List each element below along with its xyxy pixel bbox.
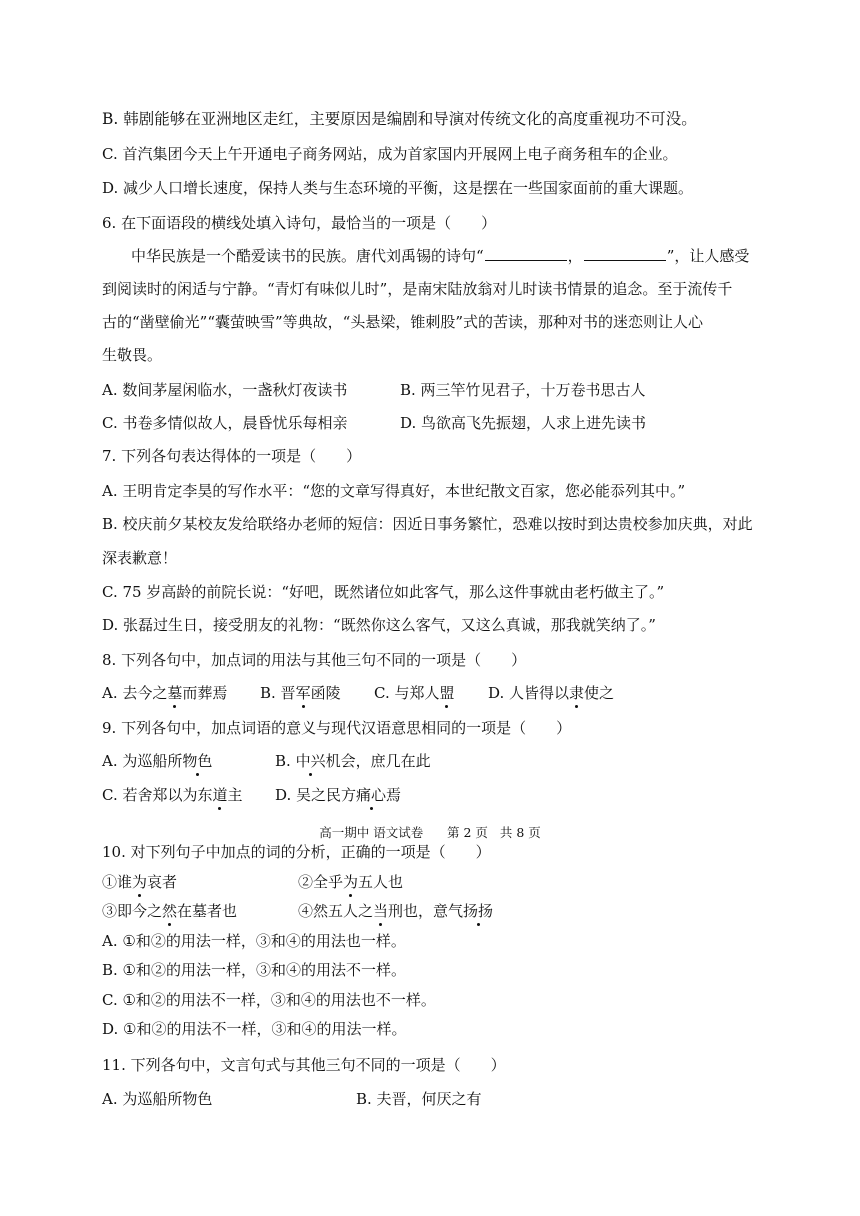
q11-stem: 11. 下列各句中，文言句式与其他三句不同的一项是（ ） — [102, 1056, 506, 1074]
q9-option-b — [275, 751, 431, 771]
q8-a-text: A. 去今之 — [102, 684, 168, 702]
q8-option-c — [374, 683, 455, 703]
q10-item-text: ①谁 — [102, 873, 133, 891]
q8-option-d — [488, 683, 614, 703]
q10-option-d: D. ①和②的用法不一样，③和④的用法一样。 — [102, 1020, 407, 1038]
q10-item-text: ④然五人之 — [298, 902, 374, 920]
q6-paragraph-line-3: 古的“凿壁偷光”“囊萤映雪”等典故，“头悬梁，锥刺股”式的苦读，那种对书的迷恋则让人心 — [102, 313, 704, 331]
emphasis-dot-word: 隶 — [569, 684, 585, 702]
q9-c-text: C. 若舍郑以为 — [102, 786, 198, 804]
q10-item-text: 五人也 — [358, 873, 404, 891]
q9-a-text: A. 为巡船所 — [102, 752, 183, 770]
q8-c-text: C. 与郑人 — [374, 684, 440, 702]
emphasis-dot-word: 为 — [343, 873, 359, 891]
q6-option-a: A. 数间茅屋闲临水，一盏秋灯夜读书 — [102, 381, 348, 399]
q10-item-text: ③即今之 — [102, 902, 163, 920]
q10-item-text: 在墓者也 — [177, 902, 238, 920]
q7-option-a: A. 王明肯定李昊的写作水平：“您的文章写得真好，本世纪散文百家，您必能忝列其中。” — [102, 482, 686, 500]
q8-option-a — [102, 683, 227, 703]
q10-item-text: ②全乎 — [298, 873, 344, 891]
q10-option-a: A. ①和②的用法一样，③和④的用法也一样。 — [102, 932, 406, 950]
q9-d-text: 焉 — [386, 786, 402, 804]
q9-option-a — [102, 751, 212, 771]
q6-paragraph-line-2: 到阅读时的闲适与宁静。“青灯有味似儿时”，是南宋陆放翁对儿时读书情景的追念。至于流传千 — [102, 280, 733, 298]
emphasis-dot-word: 东道主 — [197, 786, 243, 804]
q8-option-b — [260, 683, 341, 703]
q6-stem: 6. 在下面语段的横线处填入诗句，最恰当的一项是（ ） — [102, 214, 497, 232]
q10-option-c: C. ①和②的用法不一样，③和④的用法也不一样。 — [102, 991, 436, 1009]
q8-d-text: 使之 — [584, 684, 615, 702]
q6-paragraph-line-4: 生敬畏。 — [102, 346, 163, 364]
emphasis-dot-word: 扬扬 — [463, 902, 494, 920]
fill-blank — [584, 246, 666, 261]
q6-option-d: D. 鸟欲高飞先振翅，人求上进先读书 — [400, 414, 647, 432]
page-footer: 高一期中 语文试卷 第 2 页 共 8 页 — [319, 825, 541, 840]
q11-option-b: B. 夫晋，何厌之有 — [356, 1090, 482, 1108]
q9-b-text: B. — [275, 752, 296, 770]
q7-option-b-line-1: B. 校庆前夕某校友发给联络办老师的短信：因近日事务繁忙，恐难以按时到达贵校参加庆典，对此 — [102, 515, 753, 533]
q6-text: ”，让人感受 — [666, 247, 750, 265]
q6-paragraph-line-1 — [131, 246, 749, 266]
q10-item-text: 哀者 — [147, 873, 178, 891]
q5-option-b: B. 韩剧能够在亚洲地区走红，主要原因是编剧和导演对传统文化的高度重视功不可没。 — [102, 110, 697, 128]
emphasis-dot-word: 物色 — [182, 752, 213, 770]
q6-option-b: B. 两三竿竹见君子，十万卷书思古人 — [400, 381, 646, 399]
q10-item-2 — [298, 872, 403, 892]
q10-item-4 — [298, 901, 493, 921]
q8-stem: 8. 下列各句中，加点词的用法与其他三句不同的一项是（ ） — [102, 651, 527, 669]
q11-option-a: A. 为巡船所物色 — [102, 1090, 213, 1108]
q5-option-c: C. 首汽集团今天上午开通电子商务网站，成为首家国内开展网上电子商务租车的企业。 — [102, 145, 678, 163]
q8-a-text: 而葬焉 — [182, 684, 228, 702]
emphasis-dot-word: 盟 — [439, 684, 455, 702]
q10-option-b: B. ①和②的用法一样，③和④的用法不一样。 — [102, 961, 407, 979]
q7-option-d: D. 张磊过生日，接受朋友的礼物：“既然你这么客气，又这么真诚，那我就笑纳了。” — [102, 616, 656, 634]
q6-option-c: C. 书卷多情似故人，晨昏忧乐每相亲 — [102, 414, 348, 432]
q9-stem: 9. 下列各句中，加点词语的意义与现代汉语意思相同的一项是（ ） — [102, 719, 572, 737]
q9-option-d — [275, 785, 401, 805]
q5-option-d: D. 减少人口增长速度，保持人类与生态环境的平衡，这是摆在一些国家面前的重大课题。 — [102, 179, 694, 197]
q6-text: 中华民族是一个酷爱读书的民族。唐代刘禹锡的诗句“ — [131, 247, 484, 265]
emphasis-dot-word: 痛心 — [356, 786, 387, 804]
emphasis-dot-word: 当 — [373, 902, 389, 920]
q9-d-text: D. 吴之民方 — [275, 786, 357, 804]
q10-item-text: 刑也，意气 — [388, 902, 464, 920]
q8-b-text: B. 晋 — [260, 684, 296, 702]
fill-blank — [485, 246, 567, 261]
q8-b-text: 函陵 — [310, 684, 341, 702]
q10-item-3 — [102, 901, 237, 921]
q6-text: ， — [567, 247, 583, 265]
q7-stem: 7. 下列各句表达得体的一项是（ ） — [102, 447, 362, 465]
emphasis-dot-word: 军 — [295, 684, 311, 702]
emphasis-dot-word: 为 — [132, 873, 148, 891]
q7-option-c: C. 75 岁高龄的前院长说：“好吧，既然诸位如此客气，那么这件事就由老朽做主了。” — [102, 583, 665, 601]
q10-stem: 10. 对下列句子中加点的词的分析，正确的一项是（ ） — [102, 843, 491, 861]
q10-item-1 — [102, 872, 177, 892]
q9-b-text: 机会，庶几在此 — [325, 752, 431, 770]
emphasis-dot-word: 墓 — [167, 684, 183, 702]
q9-option-c — [102, 785, 243, 805]
emphasis-dot-word: 然 — [162, 902, 178, 920]
q7-option-b-line-2: 深表歉意！ — [102, 549, 178, 567]
q8-d-text: D. 人皆得以 — [488, 684, 570, 702]
emphasis-dot-word: 中兴 — [295, 752, 326, 770]
